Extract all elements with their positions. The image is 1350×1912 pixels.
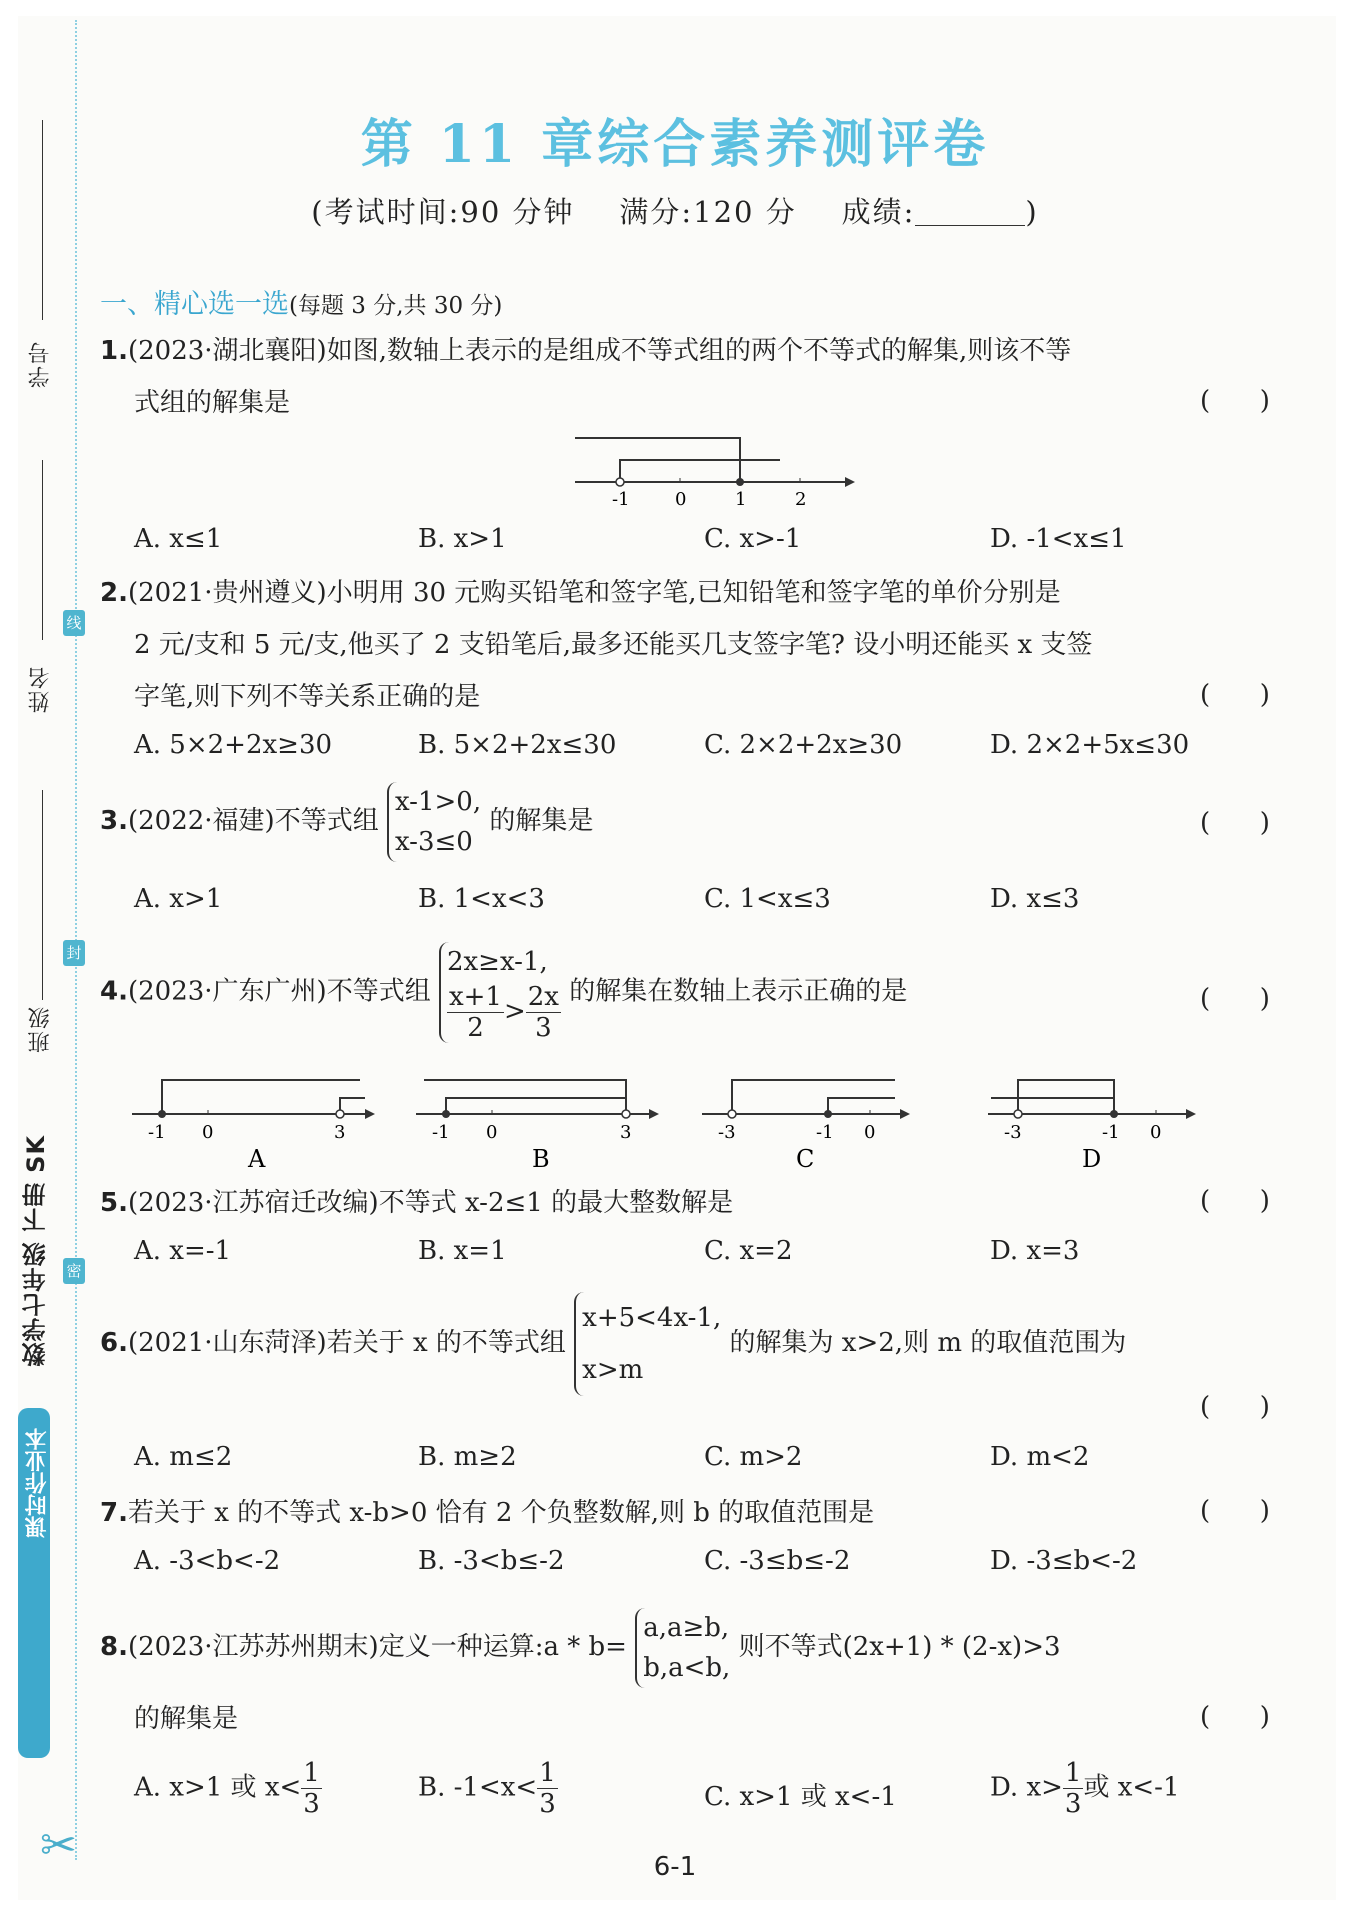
question-2-answer-paren[interactable]: ( ) [1200,680,1270,710]
question-8-post: 则不等式(2x+1) * (2-x)>3 [738,1632,1061,1662]
tick-label: 3 [334,1122,346,1143]
page-number: 6-1 [653,1852,697,1882]
open-dot [622,1110,630,1118]
ray-right [162,1080,360,1114]
page-title: 第 11 章综合素养测评卷 [360,114,990,175]
fraction-denominator: 3 [1064,1789,1082,1819]
question-5-option-a[interactable]: A. x=-1 [134,1236,232,1266]
tick-label: -1 [1102,1122,1120,1143]
tick-label: 3 [620,1122,632,1143]
fraction-denominator: 2 [467,1013,484,1043]
question-4-post: 的解集在数轴上表示正确的是 [569,976,908,1007]
option-text: 或 x<-1 [1083,1772,1180,1803]
question-8-line1 [100,1608,1061,1688]
question-6-post: 的解集为 x>2,则 m 的取值范围为 [729,1328,1127,1358]
fraction-numerator: 1 [1064,1758,1082,1788]
question-5-line [100,1184,733,1222]
seal-line-marker: 线 [63,610,85,636]
axis-arrow [1186,1109,1196,1119]
figure-label: A [248,1145,266,1172]
exam-time: (考试时间:90 分钟 [311,195,575,229]
question-4-pre: (2023·广东广州)不等式组 [127,976,431,1007]
tick-label: 0 [864,1122,876,1143]
fraction-denominator: 3 [303,1789,320,1819]
question-8-answer-paren[interactable]: ( ) [1200,1702,1270,1732]
question-1-number-line [570,430,860,510]
fraction-denominator: 3 [535,1013,552,1043]
question-2-text3: 字笔,则下列不等关系正确的是 [134,682,481,712]
brand-label: 课时作业本 [25,1428,50,1538]
ray-right-short [828,1098,895,1114]
closed-dot [824,1110,832,1118]
tick-label: -3 [1004,1122,1022,1143]
name-label: 姓名 [28,665,53,713]
question-1-answer-paren[interactable]: ( ) [1200,386,1270,416]
question-3-post: 的解集是 [489,806,594,836]
system-row: b,a<b, [643,1653,731,1683]
question-8-text2: 的解集是 [134,1704,239,1734]
tick-label: -1 [148,1122,166,1143]
question-6-answer-paren[interactable]: ( ) [1200,1392,1270,1422]
class-label: 班级 [28,1005,53,1053]
tick-label: 1 [735,489,747,510]
score-blank[interactable] [915,199,1025,226]
tick-label: -3 [718,1122,736,1143]
question-7-number: 7. [100,1498,128,1528]
question-3-option-d[interactable]: D. x≤3 [990,884,1080,914]
question-3-option-b[interactable]: B. 1<x<3 [418,884,545,914]
open-dot [336,1110,344,1118]
question-4-figure-a[interactable] [130,1072,380,1172]
question-5-option-d[interactable]: D. x=3 [990,1236,1080,1266]
question-2-option-d[interactable]: D. 2×2+5x≤30 [990,730,1190,760]
question-7-option-c[interactable]: C. -3≤b≤-2 [704,1546,851,1576]
question-7-line [100,1494,874,1532]
question-2-text1: (2021·贵州遵义)小明用 30 元购买铅笔和签字笔,已知铅笔和签字笔的单价分别是 [127,578,1061,608]
question-6-option-b[interactable]: B. m≥2 [418,1442,517,1472]
question-4-line [100,942,907,1043]
fraction-numerator: 1 [539,1758,556,1788]
system-row: x-3≤0 [394,827,473,857]
question-4-system [439,942,561,1043]
question-2-line1 [100,574,1061,612]
question-1-option-d[interactable]: D. -1<x≤1 [990,524,1127,554]
student-no-label: 学号 [28,340,53,388]
question-3-number: 3. [100,806,128,836]
question-2-number: 2. [100,578,128,608]
option-text: D. x> [990,1772,1063,1803]
option-text: A. x>1 或 x< [134,1772,302,1803]
question-2-option-c[interactable]: C. 2×2+2x≥30 [704,730,903,760]
question-5-number: 5. [100,1188,128,1218]
fraction-numerator: x+1 [448,982,502,1012]
question-7-option-a[interactable]: A. -3<b<-2 [134,1546,281,1576]
question-4-figure-d[interactable] [986,1072,1236,1172]
question-4-answer-paren[interactable]: ( ) [1200,984,1270,1014]
figure-label: B [532,1145,550,1172]
tick-label: -1 [432,1122,450,1143]
tick-label: 0 [486,1122,498,1143]
question-2-text2: 2 元/支和 5 元/支,他买了 2 支铅笔后,最多还能买几支签字笔? 设小明还能买 x 支签 [134,630,1093,660]
system-row: a,a≥b, [643,1613,730,1643]
fraction [526,982,561,1043]
question-7-answer-paren[interactable]: ( ) [1200,1496,1270,1526]
question-4-number: 4. [100,976,128,1007]
question-8-system [635,1608,730,1688]
tick-label: 0 [202,1122,214,1143]
figure-label: D [1082,1145,1102,1172]
open-dot [616,478,624,486]
seal-dense-marker: 密 [63,1258,85,1284]
question-3-option-c[interactable]: C. 1<x≤3 [704,884,831,914]
question-3-answer-paren[interactable]: ( ) [1200,808,1270,838]
system-row-fraction [447,982,561,1043]
axis-arrow [649,1109,659,1119]
segment [446,1098,626,1114]
brand-stripe [18,1408,50,1758]
axis-arrow [365,1109,375,1119]
tick-label: 0 [675,489,687,510]
scissors-icon: ✂ [40,1820,77,1871]
section-note: (每题 3 分,共 30 分) [289,293,503,319]
axis-arrow [845,477,855,487]
question-1-line1 [100,332,1071,370]
question-4-figure-c[interactable] [700,1072,950,1172]
question-2-option-b[interactable]: B. 5×2+2x≤30 [418,730,617,760]
question-8-option-a[interactable] [134,1758,322,1819]
question-4-figure-b[interactable] [414,1072,664,1172]
question-8-number: 8. [100,1632,128,1662]
tick-label: 2 [795,489,807,510]
question-5-option-c[interactable]: C. x=2 [704,1236,793,1266]
question-8-pre: (2023·江苏苏州期末)定义一种运算:a * b= [127,1632,627,1662]
closed-dot [158,1110,166,1118]
fraction [301,1758,322,1819]
question-1-option-b[interactable]: B. x>1 [418,524,507,554]
closed-dot [442,1110,450,1118]
section-title: 一、精心选一选 [100,289,289,320]
fraction [537,1758,558,1819]
question-5-answer-paren[interactable]: ( ) [1200,1186,1270,1216]
section-heading [100,282,502,321]
question-7-text: 若关于 x 的不等式 x-b>0 恰有 2 个负整数解,则 b 的取值范围是 [127,1498,875,1528]
system-row: 2x≥x-1, [446,947,548,977]
exam-full-score: 满分:120 分 [619,195,797,229]
question-7-option-b[interactable]: B. -3<b≤-2 [418,1546,565,1576]
question-1-text2: 式组的解集是 [134,388,291,418]
question-8-option-b[interactable] [418,1758,558,1819]
question-6-number: 6. [100,1328,128,1358]
question-7-option-d[interactable]: D. -3≤b<-2 [990,1546,1138,1576]
question-8-option-c[interactable]: C. x>1 或 x<-1 [704,1782,897,1812]
axis-arrow [900,1109,910,1119]
question-6-system [574,1292,721,1396]
open-dot [1014,1110,1022,1118]
ray-gt-m1 [620,460,780,482]
question-2-option-a[interactable]: A. 5×2+2x≥30 [134,730,333,760]
question-3-pre: (2022·福建)不等式组 [127,806,379,836]
question-6-line [100,1292,1126,1396]
closed-dot [736,478,744,486]
exam-info-close: ) [1025,195,1039,229]
exam-info [0,190,1350,231]
question-5-text: (2023·江苏宿迁改编)不等式 x-2≤1 的最大整数解是 [127,1188,734,1218]
question-6-option-a[interactable]: A. m≤2 [134,1442,233,1472]
open-dot [728,1110,736,1118]
fraction-numerator: 1 [303,1758,320,1788]
question-6-option-d[interactable]: D. m<2 [990,1442,1090,1472]
name-line [42,460,43,640]
question-1-number: 1. [100,336,128,366]
question-6-option-c[interactable]: C. m>2 [704,1442,803,1472]
question-3-system [387,782,481,862]
book-info: 数学七年级 下册 SK [22,1135,50,1367]
fraction-denominator: 3 [539,1789,556,1819]
option-text: B. -1<x< [418,1772,538,1803]
question-6-pre: (2021·山东菏泽)若关于 x 的不等式组 [127,1328,566,1358]
question-1-option-c[interactable]: C. x>-1 [704,524,802,554]
fraction [447,982,504,1043]
closed-dot [1110,1110,1118,1118]
seal-seal-marker: 封 [63,940,85,966]
exam-score-label: 成绩: [841,195,916,229]
question-8-option-d[interactable] [990,1758,1180,1819]
system-row: x+5<4x-1, [582,1303,722,1333]
system-row: x>m [582,1355,644,1385]
question-1-option-a[interactable]: A. x≤1 [134,524,223,554]
question-3-line [100,782,593,862]
question-1-text1: (2023·湖北襄阳)如图,数轴上表示的是组成不等式组的两个不等式的解集,则该不等 [127,336,1072,366]
system-row: x-1>0, [394,787,482,817]
tick-label: 0 [1150,1122,1162,1143]
tick-label: -1 [612,489,630,510]
figure-label: C [796,1145,815,1172]
fraction [1063,1758,1084,1819]
greater-than: > [503,996,526,1027]
class-line [42,790,43,1000]
tick-label: -1 [816,1122,834,1143]
question-5-option-b[interactable]: B. x=1 [418,1236,507,1266]
question-3-option-a[interactable]: A. x>1 [134,884,223,914]
fraction-numerator: 2x [527,982,559,1012]
